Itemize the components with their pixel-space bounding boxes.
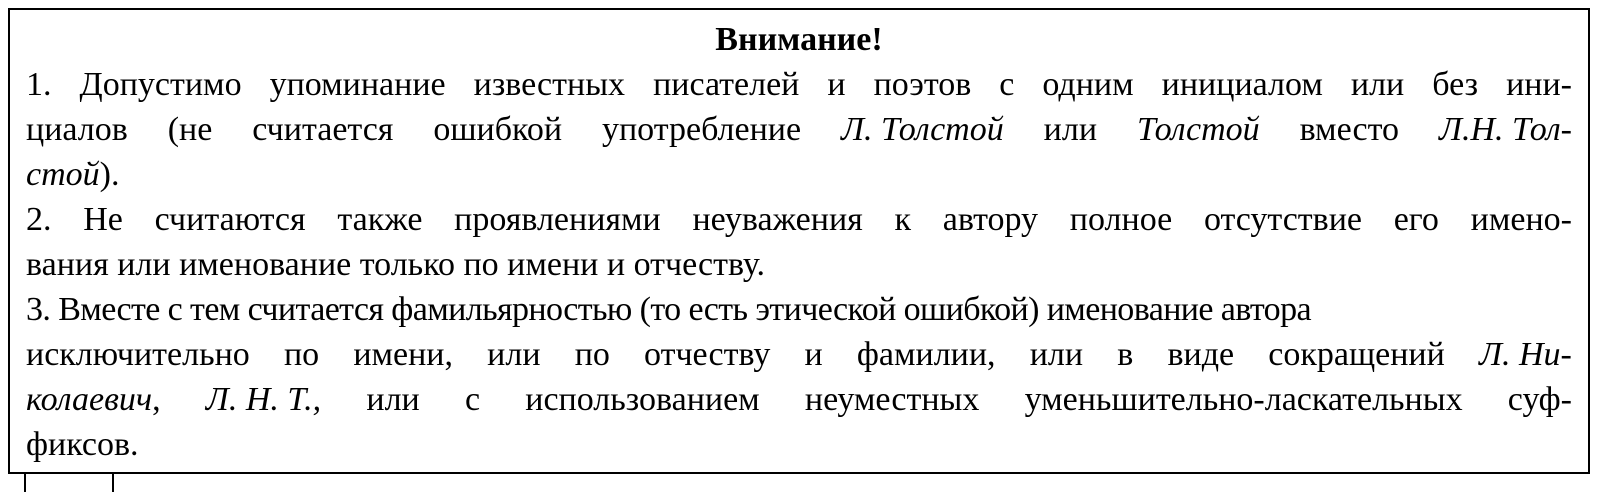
item3-line2-word: сокращений [1268,336,1445,373]
item1-line2-word: считается [252,111,394,148]
item2-line1-word: отсутствие [1203,201,1362,238]
comma: , [152,381,161,418]
item2-line1-word: неуважения [692,201,863,238]
item1-line2 [26,107,1572,152]
item2-line1-word: автору [942,201,1039,238]
item2-line1-word: также [337,201,423,238]
italic-name-l-tolstoy: Л. Толстой [840,111,1004,148]
item3-line3-word: или [366,381,420,418]
item1-line1 [26,62,1572,107]
item1-line2-word: употребление [601,111,802,148]
item1-line1-word: инициалом [1161,66,1323,103]
item1-line1-word: ини- [1506,66,1572,103]
item1-line3 [26,152,1572,197]
item3-line3-word: использованием [525,381,760,418]
item1-line2-word: циалов [26,111,128,148]
item1-line1-word: Допустимо [79,66,242,103]
item3-line3-word: неуместных [804,381,980,418]
italic-name-l-nikolaevich-part1: Л. Ни- [1478,336,1572,373]
item3-line2-word: исключительно [26,336,250,373]
item1-line2-word: вместо [1299,111,1400,148]
italic-name-l-nikolaevich-part2: колаевич [26,381,153,418]
italic-name-ln-tolstoy-part2: стой [26,156,100,193]
item3-line2-word: имени, [353,336,454,373]
item1-line2-word: или [1043,111,1098,148]
item1-line1-word: одним [1042,66,1134,103]
item2-line2: вания или именование только по имени и отчеству. [26,246,765,283]
item3-line2-word: или [487,336,541,373]
item3-line3-word: суф- [1507,381,1572,418]
item3-line2-word: и [804,336,823,373]
item3-line2-word: виде [1167,336,1235,373]
item1-line1-word: без [1432,66,1479,103]
item1-line1-word: или [1350,66,1405,103]
item2-line1-word: проявлениями [454,201,661,238]
item3-line2-word: отчеству [644,336,771,373]
item2-line1-word: считаются [154,201,306,238]
item3-line2-word: или [1029,336,1084,373]
item2-line1-word: Не [83,201,123,238]
item1-line2-word: (не [167,111,213,148]
item3-line2-word: по [574,336,610,373]
item3-line4: фиксов. [26,426,139,463]
item3-line3 [26,377,1572,422]
italic-name-tolstoy: Толстой [1136,111,1260,148]
notice-box [8,8,1590,474]
item3-line2-word: в [1117,336,1134,373]
item1-line1-word: с [999,66,1015,103]
notice-title: Внимание! [715,21,883,58]
item3-line1: 3. Вместе с тем считается фамильярностью (то есть этической ошибкой) именование автора [26,291,1311,328]
item1-line1-word: и [827,66,846,103]
item3-line3-word: с [464,381,481,418]
item1-line2-word: ошибкой [433,111,563,148]
item3-line2 [26,332,1572,377]
item3-line2-word: по [283,336,320,373]
item1-line1-word: упоминание [269,66,446,103]
item3-line3-lead [26,377,161,422]
italic-name-ln-tolstoy-part1: Л.Н. Тол- [1438,111,1572,148]
page-corner-mark [24,472,114,492]
item1-line1-word: 1. [26,66,52,103]
item2-line1-word: имено- [1470,201,1572,238]
item1-line1-word: писателей [653,66,800,103]
item3-line3-word: уменьшительно-ласкательных [1024,381,1463,418]
item2-line1-word: полное [1069,201,1173,238]
italic-abbrev-lnt: Л. Н. Т., [205,381,322,418]
item2-line1-word: его [1393,201,1439,238]
item1-line1-word: поэтов [873,66,972,103]
item1-line1-word: известных [473,66,626,103]
item2-line1-word: 2. [26,201,52,238]
item2-line1 [26,197,1572,242]
item2-line1-word: к [894,201,912,238]
item1-line3-end: ). [99,156,120,193]
item3-line2-word: фамилии, [856,336,996,373]
